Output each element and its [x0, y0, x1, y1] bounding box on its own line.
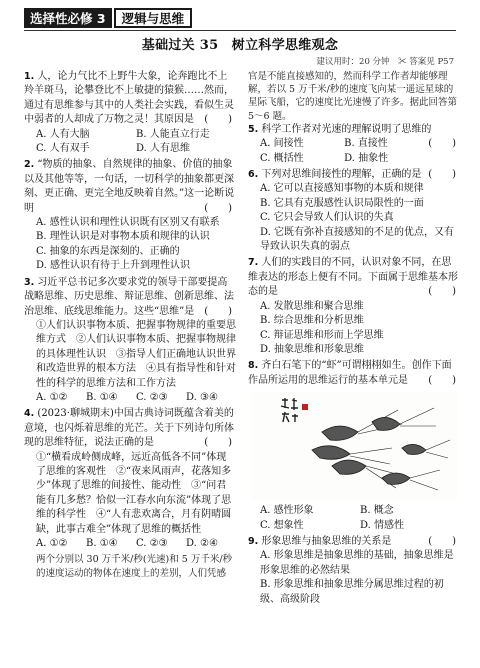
option-b[interactable]: B. 它具有克服感性认识局限性的一面	[260, 197, 424, 209]
option-b[interactable]: B. 人能直立行走	[136, 128, 210, 140]
option-d[interactable]: D. ②④	[186, 538, 218, 549]
answer-blank[interactable]: ( )	[428, 138, 456, 150]
question-number: 8.	[248, 360, 259, 372]
answer-blank[interactable]: ( )	[428, 374, 456, 386]
answer-blank[interactable]: ( )	[204, 305, 232, 317]
answer-blank[interactable]: ( )	[428, 535, 456, 547]
question-stem: “物质的抽象、自然规律的抽象、价值的抽象以及其他等等，一句话，一切科学的抽象都更深刻、更正确、更完全地反映着自然。”这一论断说明	[24, 159, 235, 214]
question-1	[24, 70, 236, 156]
option-a[interactable]: A. 形象思维是抽象思维的基础，抽象思维是形象思维的必然结果	[260, 550, 454, 576]
question-stem: 人，论力气比不上野牛大象，论奔跑比不上羚羊斑马，论攀登比不上敏捷的猿猴……然而，通过有思维参与其中的人类社会实践，看似生灵中弱者的人却成了万物之灵！其原因是	[24, 71, 234, 126]
option-a[interactable]: A. 它可以直接感知事物的本质和规律	[260, 183, 424, 195]
option-d[interactable]: D. ③④	[186, 391, 218, 403]
topic-badge: 逻辑与思维	[114, 8, 193, 28]
answer-blank[interactable]: ( )	[428, 286, 456, 298]
question-number: 6.	[248, 169, 259, 181]
option-d[interactable]: D. 它既有弥补直接感知的不足的优点，又有导致认识失真的弱点	[260, 226, 455, 253]
option-d[interactable]: D. 情感性	[360, 519, 405, 531]
statements: ①“横看成岭侧成峰，远近高低各不同”体现了思维的客观性 ②“夜来风雨声，花落知多少”体现了思维的间接性、能动性 ③“问君能有几多愁？恰似一江春水向东流”体现了思维的科学性 ④“人有悲欢离合，月有阴晴圆缺，此事古难全”体现了思维的概括性	[36, 451, 232, 535]
question-4	[24, 407, 236, 551]
option-c[interactable]: C. 想象性	[260, 519, 304, 531]
question-5	[248, 123, 460, 166]
shrimp-painting-image	[252, 392, 457, 500]
reading-passage: 两个分别以 30 万千米/秒(光速)和 5 万千米/秒的速度运动的物体在速度上的差别，人们凭感	[36, 554, 233, 579]
answer-blank[interactable]: ( )	[204, 114, 232, 126]
option-d[interactable]: D. 抽象思维和形象思维	[260, 343, 365, 355]
option-c[interactable]: C. 抽象的东西是深刻的、正确的	[36, 245, 180, 257]
header-rule	[24, 30, 456, 31]
option-a[interactable]: A. 感性认识和理性认识既有区别又有联系	[36, 217, 220, 229]
option-a[interactable]: A. 感性形象	[260, 505, 314, 517]
question-number: 2.	[24, 159, 35, 171]
question-stem: 科学工作者对光速的理解说明了思维的	[261, 123, 432, 135]
section-header	[24, 8, 192, 28]
time-answer-meta: 建议用时：20 分钟 ✂ 答案见 P57	[316, 57, 454, 67]
answer-blank[interactable]: ( )	[204, 437, 232, 449]
question-number: 9.	[248, 535, 259, 547]
seal-stamp	[302, 404, 308, 410]
question-stem: 习近平总书记多次要求党的领导干部要提高战略思维、历史思维、辩证思维、创新思维、法治思维、底线思维能力。这些“思维”是	[24, 276, 234, 317]
option-a[interactable]: A. 间接性	[260, 138, 304, 150]
question-number: 7.	[248, 257, 259, 269]
question-3	[24, 276, 236, 406]
page-title: 基础过关 35 树立科学思维观念	[141, 38, 339, 53]
option-b[interactable]: B. 综合思维和分析思维	[260, 315, 364, 327]
option-a[interactable]: A. 发散思维和聚合思维	[260, 300, 364, 312]
option-b[interactable]: B. 概念	[360, 505, 394, 517]
option-b[interactable]: B. 直接性	[344, 138, 388, 150]
option-b[interactable]: B. 形象思维和抽象思维分属思维过程的初级、高级阶段	[260, 579, 444, 605]
question-2	[24, 158, 236, 273]
statements: ①人们认识事物本质、把握事物规律的重要思维方式 ②人们认识事物本质、把握事物规律的具体理性认识 ③指导人们正确地认识世界和改造世界的根本方法 ④具有指导性和针对性的科学的思维方法和工作方法	[36, 319, 236, 389]
question-number: 3.	[24, 276, 35, 288]
question-stem: 人们的实践目的不同，认识对象不同，在思维表达的形态上便有不同。下面属于思维基本形态的是	[248, 257, 458, 298]
answer-blank[interactable]: ( )	[428, 169, 456, 181]
option-c[interactable]: C. 概括性	[260, 152, 304, 164]
option-a[interactable]: A. ①②	[36, 391, 68, 403]
question-7	[248, 256, 460, 357]
question-6	[248, 168, 460, 254]
option-c[interactable]: C. 辩证思维和形而上学思维	[260, 329, 384, 341]
question-stem: 形象思维与抽象思维的关系是	[261, 535, 392, 547]
question-stem: 齐白石笔下的“虾”可谓栩栩如生。创作下面作品所运用的思维运行的基本单元是	[248, 360, 452, 386]
question-number: 4.	[24, 408, 35, 420]
question-9	[248, 535, 460, 607]
question-stem: (2023·聊城期末)中国古典诗词既蕴含着美的意境，也闪烁着思维的光芒。关于下列诗句所体现的思维特征，说法正确的是	[24, 408, 234, 449]
option-d[interactable]: D. 感性认识有待于上升到理性认识	[36, 260, 191, 272]
question-number: 5.	[248, 123, 259, 135]
option-b[interactable]: B. 理性认识是对事物本质和规律的认识	[36, 231, 210, 243]
module-badge: 选择性必修 3	[24, 8, 112, 28]
option-c[interactable]: C. 它只会导致人们认识的失真	[260, 212, 394, 224]
reading-passage-continued: 官是不能直接感知的，然而科学工作者却能够理解，若以 5 万千米/秒的速度飞向某一遥远星球的星际飞船，它的速度比光速慢了许多。据此回答第 5～6 题。	[248, 71, 458, 122]
answer-blank[interactable]: ( )	[204, 202, 232, 214]
option-a[interactable]: A. ①②	[36, 538, 68, 549]
question-number: 1.	[24, 71, 35, 82]
right-column	[248, 70, 460, 609]
option-c[interactable]: C. 人有双手	[36, 143, 90, 155]
question-stem: 下列对思维间接性的理解，正确的是	[261, 169, 422, 181]
option-d[interactable]: D. 抽象性	[344, 152, 389, 164]
option-c[interactable]: C. ②③	[136, 538, 168, 549]
option-a[interactable]: A. 人有大脑	[36, 128, 90, 140]
option-b[interactable]: B. ①④	[86, 538, 118, 549]
question-8	[248, 359, 460, 533]
option-d[interactable]: D. 人有思维	[136, 143, 191, 155]
option-c[interactable]: C. ②③	[136, 391, 168, 403]
option-b[interactable]: B. ①④	[86, 391, 118, 403]
left-column	[24, 70, 236, 580]
